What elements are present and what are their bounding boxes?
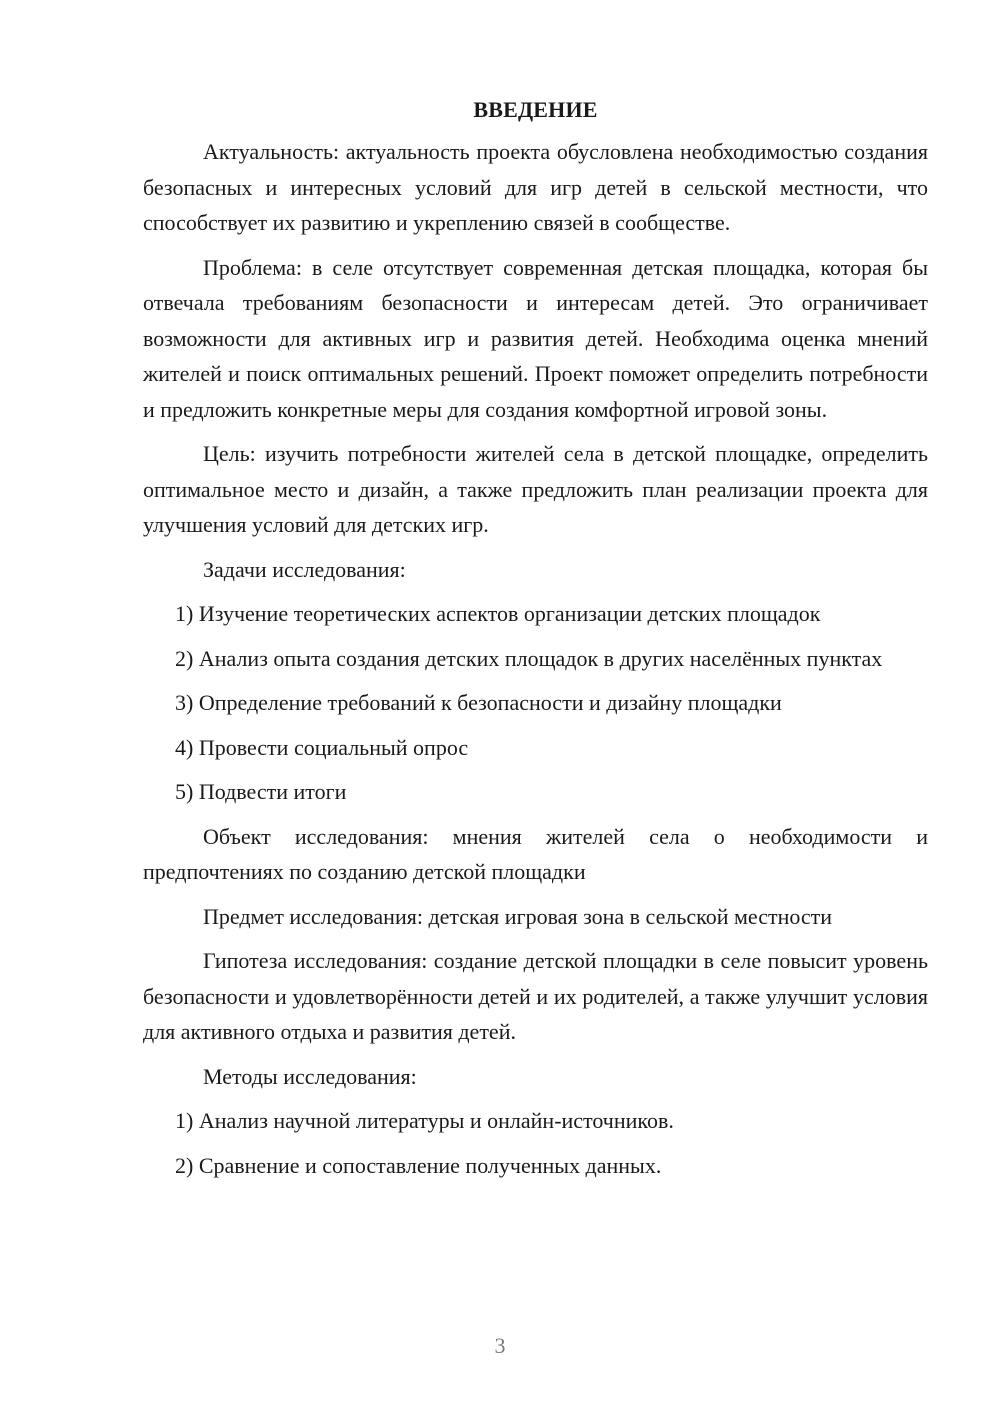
relevance-paragraph: Актуальность: актуальность проекта обусловлена необходимостью создания безопасных и интересных условий для игр детей в сельской местности, что способствует их развитию и укреплению связей в сообществе.: [143, 139, 928, 235]
tasks-title: Задачи исследования:: [203, 556, 406, 582]
hypothesis-paragraph: Гипотеза исследования: создание детской площадки в селе повысит уровень безопасности и удовлетворённости детей и их родителей, а также улучшит условия для активного отдыха и развития детей.: [143, 948, 928, 1044]
task-item-1: 1) Изучение теоретических аспектов организации детских площадок: [175, 601, 821, 626]
task-item-3: 3) Определение требований к безопасности и дизайну площадки: [175, 690, 782, 715]
method-item-2: 2) Сравнение и сопоставление полученных данных.: [175, 1152, 662, 1178]
methods-title: Методы исследования:: [203, 1063, 417, 1089]
subject-paragraph: Предмет исследования: детская игровая зона в сельской местности: [203, 903, 833, 929]
task-item-4: 4) Провести социальный опрос: [175, 734, 469, 760]
task-item-2: 2) Анализ опыта создания детских площадок в других населённых пунктах: [175, 645, 883, 671]
method-item-1: 1) Анализ научной литературы и онлайн-источников.: [175, 1108, 674, 1133]
page-content: [143, 92, 928, 1192]
page-number: 3: [494, 1333, 506, 1358]
section-heading: ВВЕДЕНИЕ: [473, 97, 598, 122]
task-item-5: 5) Подвести итоги: [175, 779, 347, 804]
problem-paragraph: Проблема: в селе отсутствует современная детская площадка, которая бы отвечала требованиям безопасности и интересам детей. Это ограничивает возможности для активных игр и развития детей. Необходима оценка мнений жителей и поиск оптимальных решений. Проект поможет определить потребности и предложить конкретные меры для создания комфортной игровой зоны.: [143, 254, 928, 422]
goal-paragraph: Цель: изучить потребности жителей села в детской площадке, определить оптимальное место и дизайн, а также предложить план реализации проекта для улучшения условий для детских игр.: [143, 441, 928, 537]
object-paragraph: Объект исследования: мнения жителей села о необходимости и предпочтениях по созданию детской площадки: [143, 823, 928, 884]
